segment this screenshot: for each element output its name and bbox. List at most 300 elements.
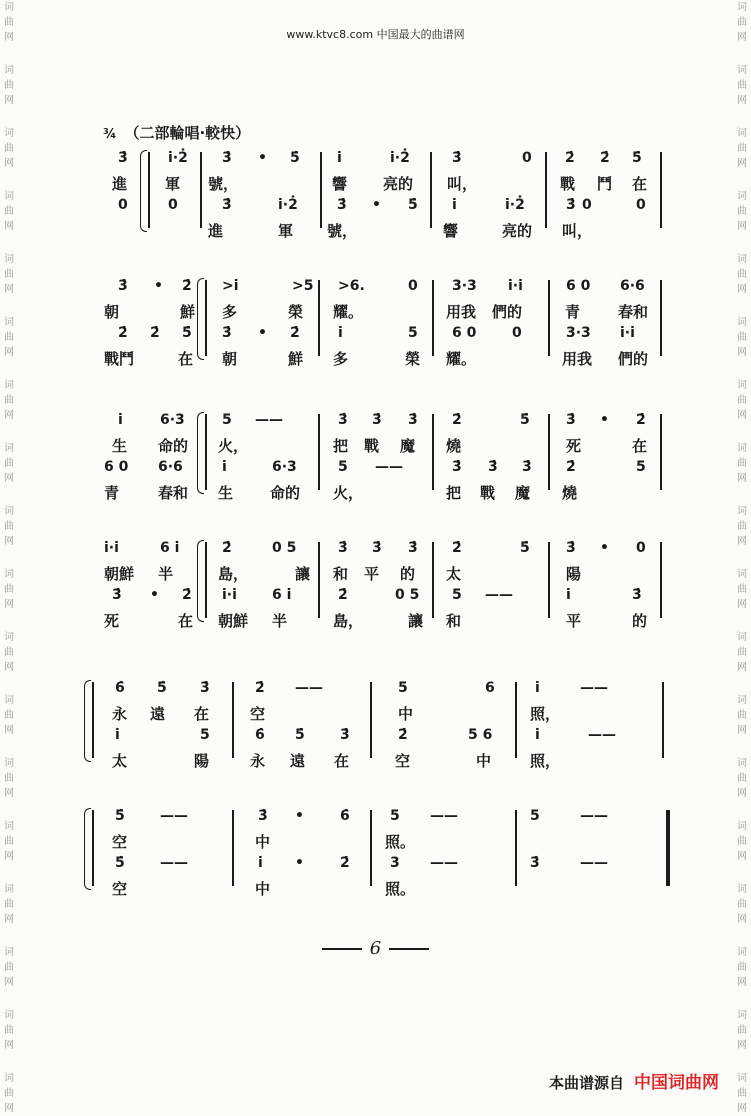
note-number: 2̇: [565, 150, 575, 166]
score-system: [0, 680, 751, 770]
lyric-syllable: 們的: [618, 350, 649, 368]
note-number: 3̇: [200, 680, 210, 696]
note-number: 5: [398, 680, 408, 696]
note-number: 3̇: [566, 412, 576, 428]
note-number: 3̇: [222, 325, 232, 341]
note-number: 2̇: [150, 325, 160, 341]
barline: [548, 542, 550, 618]
lyric-syllable: 耀。: [446, 350, 477, 368]
barline: [666, 810, 670, 886]
lyric-syllable: 陽: [566, 565, 582, 583]
side-watermark-group: 词 曲 网: [4, 695, 14, 736]
side-watermark-group: 词 曲 网: [737, 65, 747, 106]
note-number: 6̇: [340, 808, 350, 824]
note-number: 2̇: [338, 587, 348, 603]
note-number: 2̇: [636, 412, 646, 428]
side-watermark-group: 词 曲 网: [737, 380, 747, 421]
note-number: 0: [522, 150, 532, 166]
note-number: 3̇: [337, 197, 347, 213]
lyric-syllable: 和: [446, 612, 462, 630]
note-number: 0: [636, 540, 646, 556]
note-number: 6·3: [272, 459, 297, 475]
lyric-syllable: 榮: [405, 350, 421, 368]
barline: [200, 152, 202, 228]
barline: [92, 810, 94, 886]
note-number: 3̇: [258, 808, 268, 824]
note-number: 2̇: [452, 540, 462, 556]
lyric-syllable: 朝: [222, 350, 238, 368]
note-number: 5 6: [468, 727, 493, 743]
note-number: 5̇: [115, 855, 125, 871]
note-number: •: [258, 150, 267, 166]
note-number: •: [600, 540, 609, 556]
barline: [318, 280, 320, 356]
note-number: i̇·2̇: [278, 197, 298, 213]
page-number-value: 6: [369, 938, 382, 959]
lyric-syllable: 火，: [333, 484, 364, 502]
barline: [318, 542, 320, 618]
side-watermark-group: 词 曲 网: [4, 1073, 14, 1114]
barline: [662, 682, 664, 758]
note-number: 5̇: [520, 412, 530, 428]
lyric-syllable: 號，: [208, 175, 239, 193]
lyric-syllable: 島，: [218, 565, 249, 583]
note-number: 3̇: [338, 412, 348, 428]
lyric-syllable: 在: [334, 752, 350, 770]
note-number: 3̇: [530, 855, 540, 871]
score-system: [0, 540, 751, 630]
note-number: i̇: [452, 197, 457, 213]
note-number: 0 5: [272, 540, 297, 556]
lyric-syllable: 遠: [290, 752, 306, 770]
note-number: 3̇: [340, 727, 350, 743]
note-number: •: [295, 808, 304, 824]
note-number: 3̇: [118, 150, 128, 166]
note-number: 5̇: [290, 150, 300, 166]
side-watermark-group: 词 曲 网: [737, 569, 747, 610]
side-watermark-group: 词 曲 网: [4, 380, 14, 421]
note-number: 2̇: [600, 150, 610, 166]
side-watermark-group: 词 曲 网: [4, 758, 14, 799]
lyric-syllable: 在: [194, 705, 210, 723]
side-watermark-group: 词 曲 网: [4, 947, 14, 988]
note-number: ——: [580, 680, 608, 696]
score-system: [0, 808, 751, 898]
note-number: 2̇: [452, 412, 462, 428]
lyric-syllable: 讓: [408, 612, 424, 630]
lyric-syllable: 把: [333, 437, 349, 455]
barline: [548, 414, 550, 490]
system-brace: [140, 150, 147, 232]
note-number: 6̇: [255, 727, 265, 743]
barline: [148, 152, 150, 228]
lyric-syllable: 在: [178, 350, 194, 368]
lyric-syllable: 叫，: [562, 222, 593, 240]
side-watermark-group: 词 曲 网: [737, 884, 747, 925]
system-brace: [84, 680, 91, 762]
lyric-syllable: 的: [400, 565, 416, 583]
barline: [660, 280, 662, 356]
note-number: 5: [222, 412, 232, 428]
lyric-syllable: 永: [250, 752, 266, 770]
lyric-syllable: 鬥: [597, 175, 613, 193]
lyric-syllable: 和: [333, 565, 349, 583]
barline: [232, 810, 234, 886]
lyric-syllable: 半: [158, 565, 174, 583]
lyric-syllable: 耀。: [333, 303, 364, 321]
lyric-syllable: 空: [250, 705, 266, 723]
lyric-syllable: 亮的: [502, 222, 533, 240]
lyric-syllable: 戰: [364, 437, 380, 455]
lyric-syllable: 火，: [218, 437, 249, 455]
note-number: 5̇: [408, 197, 418, 213]
lyric-syllable: 太: [446, 565, 462, 583]
barline: [432, 542, 434, 618]
side-watermark-group: 词 曲 网: [4, 506, 14, 547]
lyric-syllable: 春和: [618, 303, 649, 321]
lyric-syllable: 照，: [530, 705, 561, 723]
note-number: 6·6: [620, 278, 645, 294]
lyric-syllable: 在: [178, 612, 194, 630]
lyric-syllable: 陽: [194, 752, 210, 770]
note-number: 2̇: [182, 278, 192, 294]
note-number: 3: [390, 855, 400, 871]
note-number: i̇·2̇: [168, 150, 188, 166]
note-number: i̇: [222, 459, 227, 475]
lyric-syllable: 中: [255, 880, 271, 898]
note-number: ——: [295, 680, 323, 696]
barline: [432, 280, 434, 356]
note-number: 0: [582, 197, 592, 213]
lyric-syllable: 在: [632, 437, 648, 455]
note-number: 3̇: [372, 412, 382, 428]
side-watermark-group: 词 曲 网: [737, 254, 747, 295]
lyric-syllable: 永: [112, 705, 128, 723]
note-number: 2̇: [290, 325, 300, 341]
side-watermark-group: 词 曲 网: [737, 758, 747, 799]
note-number: 6 0: [452, 325, 477, 341]
lyric-syllable: 青: [104, 484, 120, 502]
barline: [232, 682, 234, 758]
side-watermark-group: 词 曲 网: [737, 695, 747, 736]
barline: [660, 414, 662, 490]
lyric-syllable: 的: [632, 612, 648, 630]
lyric-syllable: 進: [112, 175, 128, 193]
note-number: 2̇: [398, 727, 408, 743]
lyric-syllable: 魔: [400, 437, 416, 455]
note-number: 3·3: [452, 278, 477, 294]
note-number: i̇: [338, 325, 343, 341]
lyric-syllable: 們的: [492, 303, 523, 321]
side-watermark-group: 词 曲 网: [4, 65, 14, 106]
lyric-syllable: 響: [443, 222, 459, 240]
note-number: >6.: [338, 278, 365, 294]
time-signature: ¾: [103, 127, 117, 142]
note-number: 3̇: [408, 540, 418, 556]
note-number: ——: [580, 808, 608, 824]
lyric-syllable: 用我: [562, 350, 593, 368]
lyric-syllable: 中: [476, 752, 492, 770]
note-number: ——: [485, 587, 513, 603]
lyric-syllable: 青: [565, 303, 581, 321]
lyric-syllable: 軍: [278, 222, 294, 240]
system-brace: [197, 540, 204, 622]
lyric-syllable: 空: [395, 752, 411, 770]
lyric-syllable: 中: [398, 705, 414, 723]
note-number: ——: [255, 412, 283, 428]
lyric-syllable: 讓: [295, 565, 311, 583]
barline: [432, 414, 434, 490]
lyric-syllable: 用我: [446, 303, 477, 321]
note-number: i̇: [337, 150, 342, 166]
note-number: ——: [430, 808, 458, 824]
side-watermark-group: 词 曲 网: [737, 2, 747, 43]
note-number: 0: [118, 197, 128, 213]
note-number: 3̇: [408, 412, 418, 428]
note-number: 5: [452, 587, 462, 603]
side-watermark-group: 词 曲 网: [737, 947, 747, 988]
lyric-syllable: 戰: [480, 484, 496, 502]
note-number: •: [150, 587, 159, 603]
note-number: i̇·i̇: [508, 278, 523, 294]
barline: [548, 280, 550, 356]
lyric-syllable: 在: [632, 175, 648, 193]
note-number: 0: [408, 278, 418, 294]
tempo-text: （二部輪唱·較快）: [124, 124, 251, 142]
note-number: 5: [530, 808, 540, 824]
lyric-syllable: 軍: [165, 175, 181, 193]
score-system: [0, 278, 751, 368]
lyric-syllable: 榮: [288, 303, 304, 321]
note-number: 5̇: [520, 540, 530, 556]
note-number: ——: [430, 855, 458, 871]
lyric-syllable: 朝: [104, 303, 120, 321]
note-number: 0 5: [395, 587, 420, 603]
note-number: 0: [512, 325, 522, 341]
note-number: ——: [580, 855, 608, 871]
footer-source-label: 本曲谱源自: [548, 1074, 624, 1092]
note-number: i̇: [115, 727, 120, 743]
note-number: •: [295, 855, 304, 871]
note-number: 2̇: [182, 587, 192, 603]
side-watermark-group: 词 曲 网: [4, 443, 14, 484]
lyric-syllable: 多: [222, 303, 238, 321]
note-number: 5̇: [295, 727, 305, 743]
side-watermark-group: 词 曲 网: [4, 884, 14, 925]
note-number: •: [372, 197, 381, 213]
side-watermark-group: 词 曲 网: [737, 1010, 747, 1051]
note-number: 5̇: [157, 680, 167, 696]
lyric-syllable: 鮮: [180, 303, 196, 321]
note-number: ——: [160, 855, 188, 871]
lyric-syllable: 戰: [560, 175, 576, 193]
note-number: 6·6: [158, 459, 183, 475]
note-number: i̇·2̇: [505, 197, 525, 213]
note-number: ——: [160, 808, 188, 824]
side-watermark-group: 词 曲 网: [4, 128, 14, 169]
note-number: ——: [588, 727, 616, 743]
note-number: i̇: [258, 855, 263, 871]
lyric-syllable: 平: [364, 565, 380, 583]
side-watermark-group: 词 曲 网: [4, 632, 14, 673]
lyric-syllable: 把: [446, 484, 462, 502]
side-watermark-group: 词 曲 网: [4, 1010, 14, 1051]
note-number: 5̇: [182, 325, 192, 341]
note-number: 0: [636, 197, 646, 213]
lyric-syllable: 死: [104, 612, 120, 630]
lyric-syllable: 照，: [530, 752, 561, 770]
lyric-syllable: 平: [566, 612, 582, 630]
barline: [92, 682, 94, 758]
lyric-syllable: 島，: [333, 612, 364, 630]
note-number: 3̇: [566, 540, 576, 556]
side-watermark-group: 词 曲 网: [737, 506, 747, 547]
barline: [320, 152, 322, 228]
side-watermark-group: 词 曲 网: [4, 821, 14, 862]
lyric-syllable: 生: [112, 437, 128, 455]
note-number: 3̇: [222, 150, 232, 166]
barline: [545, 152, 547, 228]
note-number: 3̇: [632, 587, 642, 603]
system-brace: [197, 278, 204, 360]
note-number: ——: [375, 459, 403, 475]
note-number: i̇·2̇: [390, 150, 410, 166]
note-number: 3̇: [338, 540, 348, 556]
note-number: 3̇: [566, 197, 576, 213]
barline: [660, 542, 662, 618]
note-number: 6 i̇: [160, 540, 180, 556]
lyric-syllable: 空: [112, 833, 128, 851]
note-number: 5: [200, 727, 210, 743]
note-number: 3̇: [452, 150, 462, 166]
page-number: [0, 938, 751, 959]
note-number: 5̇: [632, 150, 642, 166]
lyric-syllable: 魔: [515, 484, 531, 502]
side-watermark-group: 词 曲 网: [4, 2, 14, 43]
lyric-syllable: 半: [272, 612, 288, 630]
side-watermark-group: 词 曲 网: [737, 632, 747, 673]
note-number: 3̇: [112, 587, 122, 603]
note-number: 6: [485, 680, 495, 696]
barline: [370, 682, 372, 758]
note-number: i̇·i̇: [222, 587, 237, 603]
note-number: 5̇: [115, 808, 125, 824]
system-brace: [197, 412, 204, 494]
barline: [515, 682, 517, 758]
note-number: 2̇: [566, 459, 576, 475]
note-number: 5: [390, 808, 400, 824]
lyric-syllable: 生: [218, 484, 234, 502]
note-number: 5: [408, 325, 418, 341]
note-number: i̇: [535, 680, 540, 696]
side-watermark-group: 词 曲 网: [737, 1073, 747, 1114]
lyric-syllable: 春和: [158, 484, 189, 502]
side-watermark-group: 词 曲 网: [4, 254, 14, 295]
site-header-url: www.ktvc8.com 中国最大的曲谱网: [286, 28, 465, 41]
barline: [430, 152, 432, 228]
note-number: 2̇: [118, 325, 128, 341]
note-number: >5: [292, 278, 314, 294]
lyric-syllable: 號，: [327, 222, 358, 240]
note-number: 6̇: [115, 680, 125, 696]
system-brace: [84, 808, 91, 890]
note-number: 3̇: [452, 459, 462, 475]
note-number: 3·3: [566, 325, 591, 341]
note-number: •: [600, 412, 609, 428]
barline: [370, 810, 372, 886]
barline: [205, 414, 207, 490]
note-number: 3̇: [118, 278, 128, 294]
note-number: 3̇: [372, 540, 382, 556]
barline: [318, 414, 320, 490]
side-watermark-group: 词 曲 网: [737, 191, 747, 232]
side-watermark-group: 词 曲 网: [4, 317, 14, 358]
side-watermark-group: 词 曲 网: [4, 569, 14, 610]
side-watermark-group: 词 曲 网: [4, 191, 14, 232]
lyric-syllable: 戰鬥: [104, 350, 135, 368]
note-number: 5: [338, 459, 348, 475]
score-system: [0, 412, 751, 502]
note-number: 6 0: [566, 278, 591, 294]
note-number: 2̇: [340, 855, 350, 871]
footer-source[interactable]: [549, 1068, 719, 1093]
side-watermark-group: 词 曲 网: [737, 821, 747, 862]
note-number: 6·3: [160, 412, 185, 428]
note-number: i̇: [566, 587, 571, 603]
note-number: i̇: [118, 412, 123, 428]
side-watermark-group: 词 曲 网: [737, 128, 747, 169]
lyric-syllable: 叫，: [447, 175, 478, 193]
tempo-marking: [103, 122, 250, 143]
note-number: •: [258, 325, 267, 341]
note-number: 2̇: [255, 680, 265, 696]
barline: [515, 810, 517, 886]
lyric-syllable: 燒: [562, 484, 578, 502]
lyric-syllable: 朝鮮: [218, 612, 249, 630]
lyric-syllable: 進: [208, 222, 224, 240]
barline: [205, 280, 207, 356]
score-system: [0, 150, 751, 240]
lyric-syllable: 朝鮮: [104, 565, 135, 583]
note-number: 0: [168, 197, 178, 213]
note-number: 2̇: [222, 540, 232, 556]
lyric-syllable: 多: [333, 350, 349, 368]
note-number: i̇·i̇: [104, 540, 119, 556]
side-watermark-group: 词 曲 网: [737, 443, 747, 484]
lyric-syllable: 照。: [385, 833, 416, 851]
note-number: 3̇: [522, 459, 532, 475]
note-number: 3̇: [488, 459, 498, 475]
note-number: >i̇: [222, 278, 239, 294]
lyric-syllable: 空: [112, 880, 128, 898]
lyric-syllable: 照。: [385, 880, 416, 898]
note-number: 3̇: [222, 197, 232, 213]
lyric-syllable: 太: [112, 752, 128, 770]
note-number: 6 i̇: [272, 587, 292, 603]
note-number: 5: [636, 459, 646, 475]
lyric-syllable: 死: [566, 437, 582, 455]
lyric-syllable: 鮮: [288, 350, 304, 368]
note-number: i̇: [535, 727, 540, 743]
lyric-syllable: 燒: [446, 437, 462, 455]
note-number: i̇·i̇: [620, 325, 635, 341]
footer-brand-link[interactable]: 中国词曲网: [634, 1073, 719, 1093]
note-number: •: [154, 278, 163, 294]
side-watermark-group: 词 曲 网: [737, 317, 747, 358]
lyric-syllable: 亮的: [383, 175, 414, 193]
lyric-syllable: 響: [332, 175, 348, 193]
barline: [660, 152, 662, 228]
